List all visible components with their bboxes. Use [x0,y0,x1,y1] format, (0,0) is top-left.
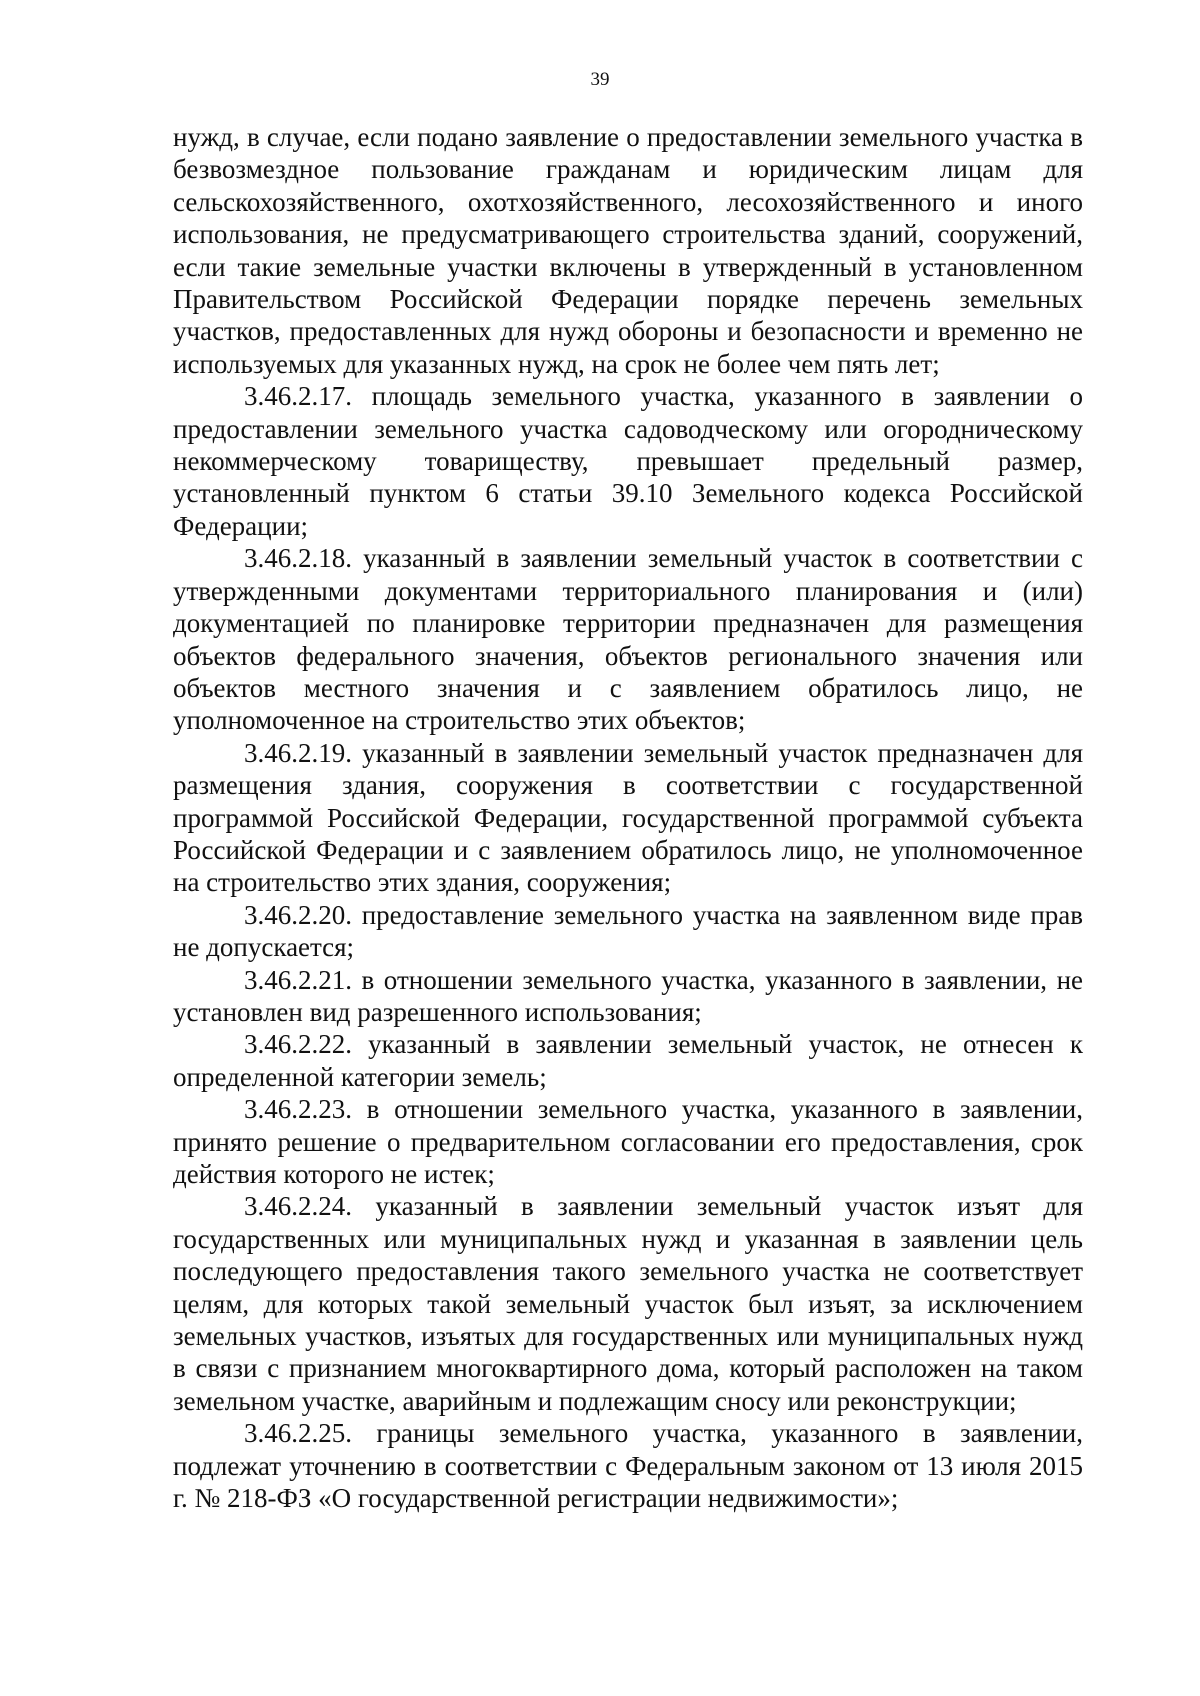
page-number: 39 [590,69,610,90]
paragraph-3-46-2-20: 3.46.2.20. предоставление земельного участка на заявленном виде прав не допускается; [173,899,1083,963]
paragraph-3-46-2-21: 3.46.2.21. в отношении земельного участка, указанного в заявлении, не установлен вид разрешенного использования; [173,964,1083,1027]
paragraph-continuation: нужд, в случае, если подано заявление о предоставлении земельного участка в безвозмездное пользование гражданам и юридическим лицам для сельскохозяйственного, охотхозяйственного, лесохозяйственного и иного использования, не предусматривающего строительства зданий, сооружений, если такие земельные участки включены в утвержденный в установленном Правительством Российской Федерации порядке перечень земельных участков, предоставленных для нужд обороны и безопасности и временно не используемых для указанных нужд, на срок не более чем пять лет; [173,122,1083,379]
paragraph-3-46-2-24: 3.46.2.24. указанный в заявлении земельный участок изъят для государственных или муниципальных нужд и указанная в заявлении цель последующего предоставления такого земельного участка не соответствует целям, для которых такой земельный участок был изъят, за исключением земельных участков, изъятых для государственных или муниципальных нужд в связи с признанием многоквартирного дома, который расположен на таком земельном участке, аварийным и подлежащим сносу или реконструкции; [173,1191,1083,1416]
paragraph-3-46-2-19: 3.46.2.19. указанный в заявлении земельный участок предназначен для размещения здания, сооружения в соответствии с государственной программой Российской Федерации, государственной программой субъекта Российской Федерации и с заявлением обратилось лицо, не уполномоченное на строительство этих здания, сооружения; [173,737,1083,898]
paragraph-3-46-2-17: 3.46.2.17. площадь земельного участка, указанного в заявлении о предоставлении земельного участка садоводческому или огородническому некоммерческому товариществу, превышает предельный размер, установленный пунктом 6 статьи 39.10 Земельного кодекса Российской Федерации; [173,381,1083,541]
paragraph-3-46-2-22: 3.46.2.22. указанный в заявлении земельный участок, не отнесен к определенной категории земель; [173,1029,1083,1092]
paragraph-3-46-2-25: 3.46.2.25. границы земельного участка, указанного в заявлении, подлежат уточнению в соответствии с Федеральным законом от 13 июля 2015 г. № 218-ФЗ «О государственной регистрации недвижимости»; [173,1418,1083,1514]
paragraph-3-46-2-18: 3.46.2.18. указанный в заявлении земельный участок в соответствии с утвержденными документами территориального планирования и (или) документацией по планировке территории предназначен для размещения объектов федерального значения, объектов регионального значения или объектов местного значения и с заявлением обратилось лицо, не уполномоченное на строительство этих объектов; [173,543,1083,736]
document-body [173,121,1083,1514]
paragraph-3-46-2-23: 3.46.2.23. в отношении земельного участка, указанного в заявлении, принято решение о предварительном согласовании его предоставления, срок действия которого не истек; [173,1094,1083,1189]
